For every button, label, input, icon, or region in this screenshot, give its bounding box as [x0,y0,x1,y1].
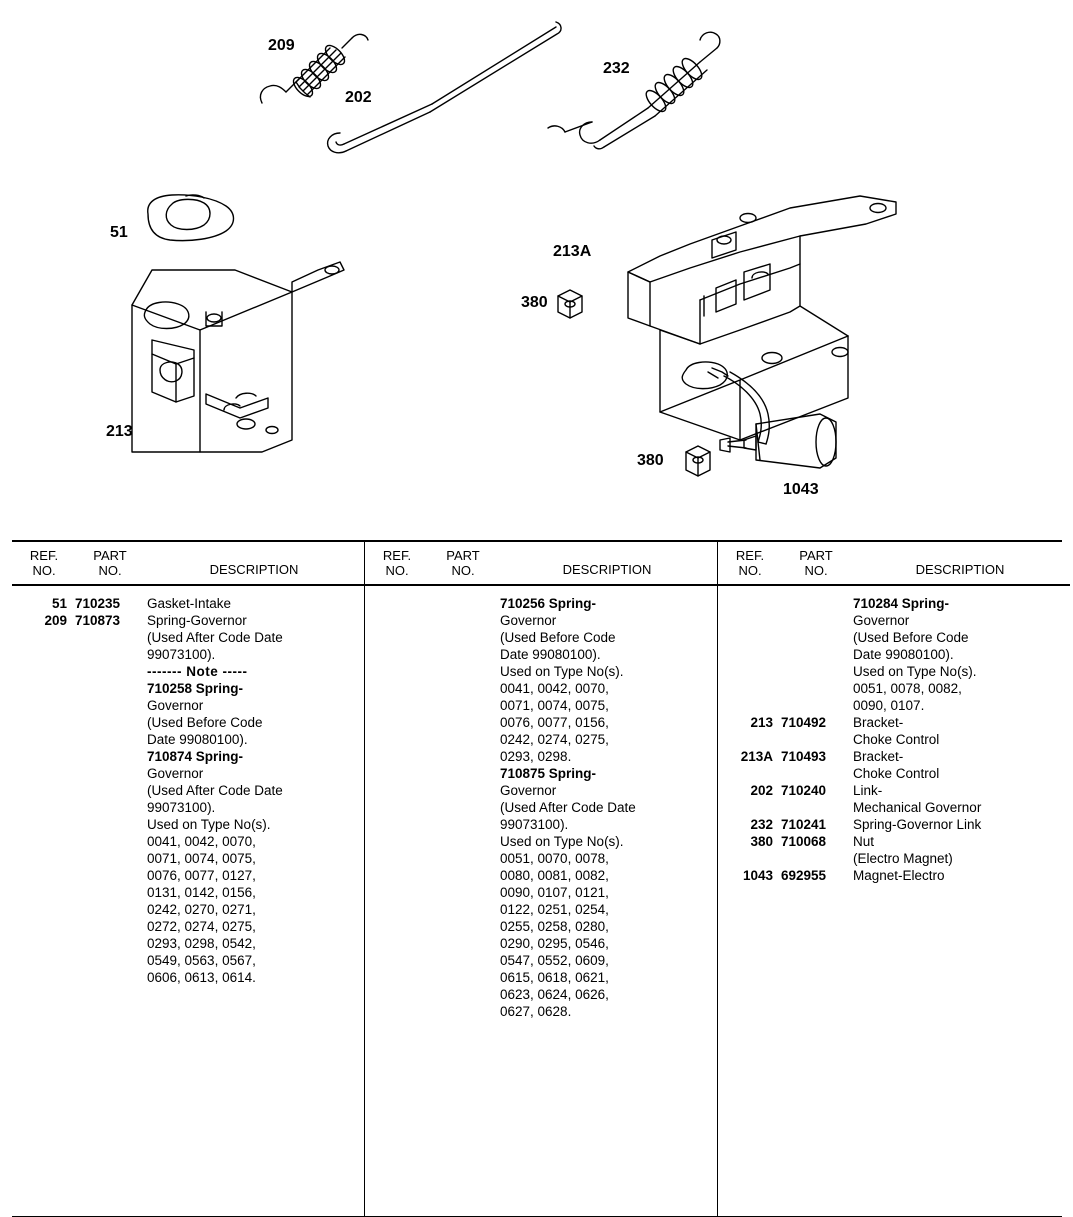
cell-description: (Used After Code Date [147,782,283,798]
table-row [366,731,716,748]
cell-ref-no [366,595,428,612]
table-row [13,816,363,833]
cell-description: 0071, 0074, 0075, [500,697,609,713]
cell-description: 710284 Spring- [853,595,950,611]
cell-part-no: 710492 [781,714,827,730]
header-desc-col-3: DESCRIPTION [915,562,1005,577]
cell-part-no [428,731,498,748]
cell-description: 0272, 0274, 0275, [147,918,256,934]
table-header-col-1 [12,542,365,585]
cell-description: Date 99080100). [147,731,248,747]
parts-rows-col-3 [719,587,1069,1215]
cell-part-no [428,867,498,884]
cell-ref-no [13,680,75,697]
cell-ref-no [366,850,428,867]
cell-part-no [781,731,851,748]
callout-209: 209 [268,37,295,54]
table-row [366,986,716,1003]
cell-ref-no [366,935,428,952]
cell-part-no [428,748,498,765]
table-body-col-3 [718,585,1071,1216]
table-row [13,748,363,765]
table-row [13,663,363,680]
table-row [13,629,363,646]
cell-description: 0080, 0081, 0082, [500,867,609,883]
cell-part-no: 710493 [781,748,827,764]
table-row [719,629,1069,646]
table-row [366,714,716,731]
cell-part-no [75,697,145,714]
cell-ref-no [366,969,428,986]
cell-ref-no [366,697,428,714]
table-row [366,969,716,986]
table-row [13,952,363,969]
cell-description: 0041, 0042, 0070, [500,680,609,696]
table-row [366,782,716,799]
cell-part-no [428,1003,498,1020]
table-row [366,901,716,918]
cell-ref-no [13,782,75,799]
table-row [366,765,716,782]
cell-ref-no: 380 [750,833,773,849]
cell-ref-no [366,952,428,969]
cell-ref-no [719,595,781,612]
cell-part-no [428,816,498,833]
cell-ref-no [366,629,428,646]
cell-part-no [75,918,145,935]
table-row [366,918,716,935]
cell-description: Spring-Governor Link [853,816,982,832]
table-header-col-2 [365,542,718,585]
cell-description: 710256 Spring- [500,595,597,611]
cell-description: 0623, 0624, 0626, [500,986,609,1002]
table-row [719,680,1069,697]
cell-ref-no [719,731,781,748]
cell-description: 0547, 0552, 0609, [500,952,609,968]
cell-description: ------- Note ----- [147,663,248,679]
callout-202: 202 [345,89,372,106]
table-row [719,612,1069,629]
cell-ref-no [719,697,781,714]
cell-part-no [75,935,145,952]
table-row [366,816,716,833]
nut-380-lower-drawing [686,446,710,476]
table-row [13,969,363,986]
cell-description: Choke Control [853,731,940,747]
header-part-col-3: PART NO. [799,548,833,578]
cell-part-no: 710873 [75,612,121,628]
table-row [13,646,363,663]
cell-ref-no [719,629,781,646]
cell-ref-no [13,714,75,731]
cell-part-no [75,867,145,884]
cell-description: Choke Control [853,765,940,781]
cell-part-no [75,765,145,782]
table-row [366,850,716,867]
cell-description: 0549, 0563, 0567, [147,952,256,968]
table-row [719,697,1069,714]
cell-part-no [75,629,145,646]
cell-description: (Used Before Code [147,714,263,730]
table-row [13,850,363,867]
cell-description: 0041, 0042, 0070, [147,833,256,849]
cell-description: Governor [500,782,557,798]
table-header-col-3 [718,542,1071,585]
cell-ref-no [13,646,75,663]
table-row [13,884,363,901]
callout-232: 232 [603,60,630,77]
cell-ref-no [13,901,75,918]
cell-ref-no [719,799,781,816]
table-row [13,765,363,782]
cell-ref-no [366,867,428,884]
header-part-col-2: PART NO. [446,548,480,578]
cell-part-no [781,765,851,782]
cell-description: Governor [147,765,204,781]
cell-ref-no: 1043 [742,867,773,883]
cell-part-no [428,969,498,986]
cell-ref-no [13,663,75,680]
cell-ref-no [13,799,75,816]
cell-description: 710258 Spring- [147,680,244,696]
table-row [13,612,363,629]
cell-part-no [75,884,145,901]
cell-description: 99073100). [147,799,216,815]
callout-380-lower: 380 [637,452,664,469]
cell-part-no [781,595,851,612]
cell-ref-no: 213A [740,748,773,764]
cell-part-no [75,816,145,833]
table-row [366,646,716,663]
cell-part-no [428,901,498,918]
cell-ref-no [13,884,75,901]
cell-ref-no [366,986,428,1003]
cell-description: Used on Type No(s). [500,663,624,679]
cell-description: 0090, 0107. [853,697,925,713]
cell-description: Spring-Governor [147,612,247,628]
cell-description: 0293, 0298, 0542, [147,935,256,951]
cell-description: 99073100). [147,646,216,662]
parts-diagram-svg [0,0,1073,530]
cell-part-no [428,782,498,799]
cell-part-no [428,850,498,867]
table-row [13,714,363,731]
cell-part-no [781,799,851,816]
cell-part-no [428,612,498,629]
cell-ref-no [366,782,428,799]
cell-part-no [781,629,851,646]
parts-rows-col-2 [366,587,716,1215]
cell-ref-no [366,884,428,901]
cell-description: 0076, 0077, 0127, [147,867,256,883]
cell-ref-no [13,816,75,833]
table-row [13,697,363,714]
cell-description: (Used After Code Date [500,799,636,815]
cell-description: Used on Type No(s). [500,833,624,849]
cell-description: 0051, 0070, 0078, [500,850,609,866]
table-row [366,799,716,816]
cell-part-no [75,901,145,918]
cell-description: Nut [853,833,875,849]
cell-part-no [75,663,145,680]
cell-description: Link- [853,782,883,798]
cell-ref-no: 232 [750,816,773,832]
cell-part-no [75,714,145,731]
parts-list-table [12,540,1062,1217]
cell-part-no [428,799,498,816]
cell-description: (Used After Code Date [147,629,283,645]
cell-part-no [75,680,145,697]
cell-ref-no [13,748,75,765]
spring-232-drawing [548,32,720,149]
cell-ref-no [719,646,781,663]
cell-ref-no [366,901,428,918]
table-row [366,952,716,969]
cell-ref-no [366,918,428,935]
cell-ref-no [366,799,428,816]
cell-ref-no [366,748,428,765]
cell-part-no [75,646,145,663]
cell-ref-no [13,850,75,867]
cell-description: Gasket-Intake [147,595,232,611]
cell-ref-no [13,867,75,884]
table-row [13,867,363,884]
cell-part-no [781,680,851,697]
cell-part-no [75,969,145,986]
cell-part-no [428,833,498,850]
cell-description: 99073100). [500,816,569,832]
table-body-col-1 [12,585,365,1216]
table-row [719,646,1069,663]
cell-part-no [428,714,498,731]
cell-description: Date 99080100). [853,646,954,662]
header-ref-col-3: REF. NO. [735,548,765,578]
parts-diagram [0,0,1073,530]
nut-380-upper-drawing [558,290,582,318]
cell-ref-no [366,646,428,663]
cell-description: 0122, 0251, 0254, [500,901,609,917]
cell-description: 0615, 0618, 0621, [500,969,609,985]
callout-51: 51 [110,224,128,241]
cell-description: Bracket- [853,748,904,764]
table-row [719,748,1069,765]
cell-part-no [428,629,498,646]
cell-description: 0293, 0298. [500,748,572,764]
cell-ref-no [13,918,75,935]
cell-part-no [781,646,851,663]
cell-part-no [781,663,851,680]
cell-description: 0242, 0274, 0275, [500,731,609,747]
table-row [366,867,716,884]
cell-description: 0255, 0258, 0280, [500,918,609,934]
cell-part-no [75,850,145,867]
cell-part-no [75,748,145,765]
cell-description: Governor [500,612,557,628]
cell-description: 0051, 0078, 0082, [853,680,962,696]
cell-part-no [428,595,498,612]
cell-ref-no: 202 [750,782,773,798]
cell-ref-no [366,680,428,697]
cell-part-no: 710241 [781,816,827,832]
cell-ref-no [366,833,428,850]
cell-description: Date 99080100). [500,646,601,662]
cell-ref-no [366,731,428,748]
cell-ref-no: 209 [44,612,67,628]
gasket-51-drawing [148,195,234,241]
cell-part-no [428,663,498,680]
cell-ref-no [13,935,75,952]
bracket-213-drawing [132,262,344,452]
cell-part-no [428,884,498,901]
table-row [366,833,716,850]
cell-ref-no [13,731,75,748]
header-part-col-1: PART NO. [93,548,127,578]
cell-ref-no [719,680,781,697]
cell-description: Governor [147,697,204,713]
cell-description: 0131, 0142, 0156, [147,884,256,900]
cell-ref-no [13,629,75,646]
cell-ref-no [719,765,781,782]
cell-ref-no [719,663,781,680]
cell-ref-no [366,612,428,629]
header-desc-col-2: DESCRIPTION [562,562,652,577]
cell-part-no: 692955 [781,867,827,883]
callout-213: 213 [106,423,133,440]
cell-description: 0071, 0074, 0075, [147,850,256,866]
table-row [366,1003,716,1020]
cell-ref-no [13,697,75,714]
table-row [719,731,1069,748]
table-row [719,782,1069,799]
cell-part-no: 710068 [781,833,827,849]
cell-part-no [428,986,498,1003]
cell-description: (Used Before Code [500,629,616,645]
cell-part-no [75,833,145,850]
table-row [13,799,363,816]
table-row [366,935,716,952]
table-row [719,816,1069,833]
cell-description: Used on Type No(s). [853,663,977,679]
table-row [719,714,1069,731]
cell-description: 0090, 0107, 0121, [500,884,609,900]
cell-description: 710875 Spring- [500,765,597,781]
cell-part-no [428,646,498,663]
cell-description: 0076, 0077, 0156, [500,714,609,730]
table-row [13,833,363,850]
cell-part-no [75,782,145,799]
cell-description: (Electro Magnet) [853,850,953,866]
cell-ref-no [366,1003,428,1020]
cell-ref-no [13,952,75,969]
table-row [13,595,363,612]
table-row [719,833,1069,850]
table-row [366,884,716,901]
table-row [366,697,716,714]
cell-part-no [75,952,145,969]
table-row [719,850,1069,867]
header-desc-col-1: DESCRIPTION [209,562,299,577]
cell-part-no [75,799,145,816]
cell-ref-no [366,714,428,731]
table-row [719,595,1069,612]
cell-description: 0627, 0628. [500,1003,572,1019]
cell-description: Used on Type No(s). [147,816,271,832]
cell-ref-no [719,850,781,867]
callout-1043: 1043 [783,481,819,498]
cell-ref-no [366,663,428,680]
cell-part-no [428,697,498,714]
table-row [719,765,1069,782]
cell-part-no [428,680,498,697]
callout-213a: 213A [553,243,592,260]
table-row [366,612,716,629]
link-202-drawing [328,22,561,153]
table-row [13,731,363,748]
cell-description: 0290, 0295, 0546, [500,935,609,951]
cell-part-no [428,765,498,782]
header-ref-col-2: REF. NO. [382,548,412,578]
cell-part-no [781,612,851,629]
cell-ref-no [366,765,428,782]
cell-part-no: 710235 [75,595,121,611]
cell-description: 710874 Spring- [147,748,244,764]
magnet-1043-drawing [708,368,836,468]
table-body-col-2 [365,585,718,1216]
cell-description: Bracket- [853,714,904,730]
table-row [719,663,1069,680]
table-row [13,782,363,799]
table-row [719,799,1069,816]
table-row [13,680,363,697]
cell-part-no [428,935,498,952]
cell-ref-no: 213 [750,714,773,730]
table-row [719,867,1069,884]
cell-description: 0606, 0613, 0614. [147,969,256,985]
cell-part-no [781,697,851,714]
header-ref-col-1: REF. NO. [29,548,59,578]
callout-380-upper: 380 [521,294,548,311]
cell-ref-no [13,833,75,850]
cell-ref-no [13,765,75,782]
cell-description: Magnet-Electro [853,867,945,883]
cell-ref-no [719,612,781,629]
table-row [366,629,716,646]
table-row [13,918,363,935]
cell-part-no [781,850,851,867]
cell-description: Governor [853,612,910,628]
cell-description: (Used Before Code [853,629,969,645]
cell-description: Mechanical Governor [853,799,982,815]
cell-part-no: 710240 [781,782,827,798]
table-row [366,663,716,680]
cell-part-no [428,918,498,935]
table-row [366,748,716,765]
table-row [13,935,363,952]
table-row [13,901,363,918]
cell-part-no [75,731,145,748]
cell-ref-no [366,816,428,833]
bracket-213a-drawing [628,196,896,440]
cell-ref-no: 51 [51,595,67,611]
cell-ref-no [13,969,75,986]
table-row [366,680,716,697]
parts-rows-col-1 [13,587,363,1215]
cell-description: 0242, 0270, 0271, [147,901,256,917]
table-row [366,595,716,612]
cell-part-no [428,952,498,969]
